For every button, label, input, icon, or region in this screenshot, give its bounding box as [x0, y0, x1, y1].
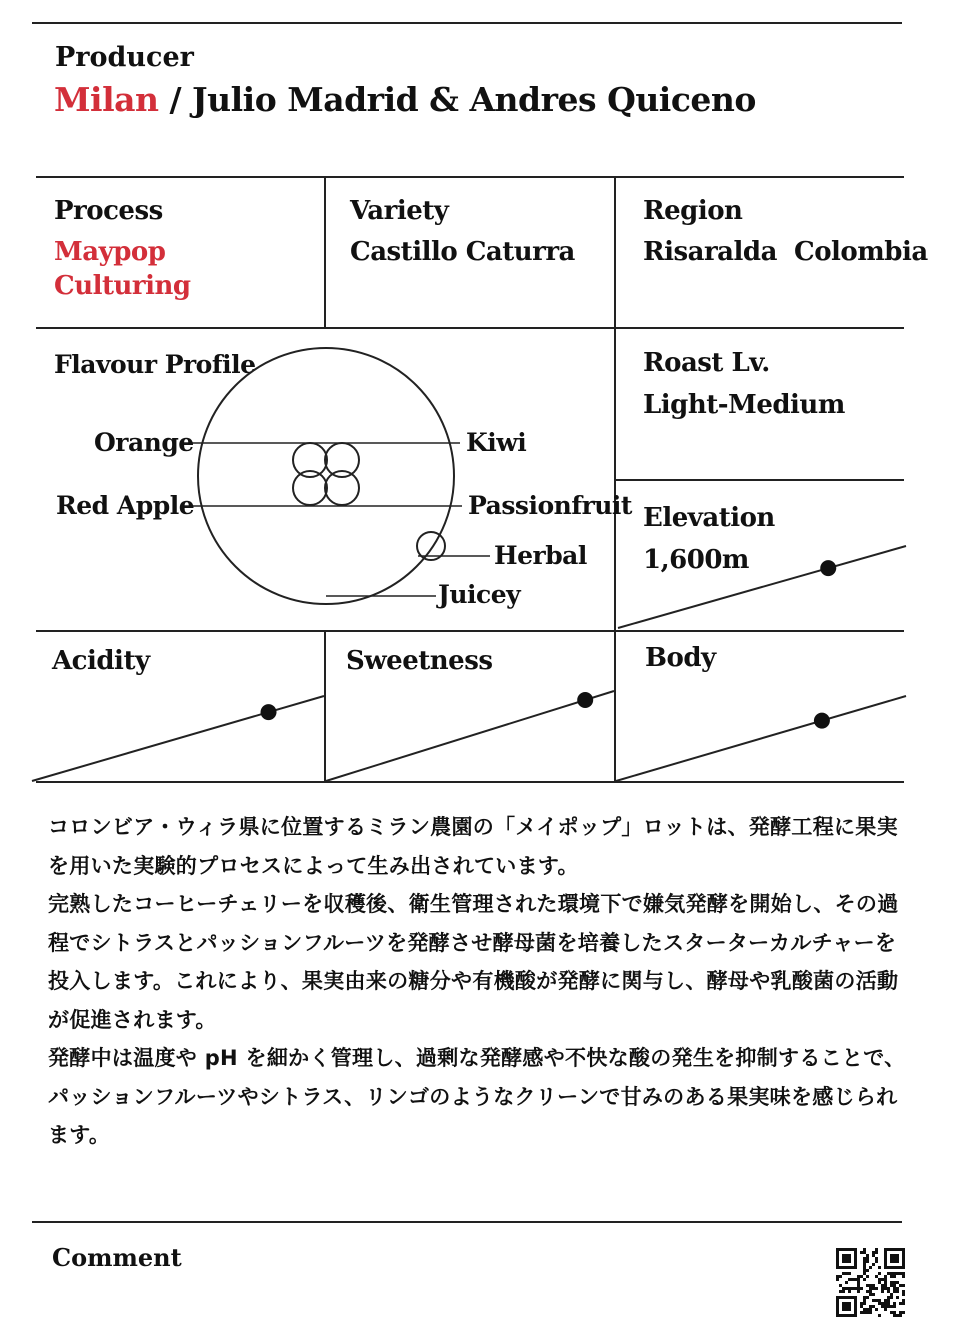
description-paragraph-2: 完熟したコーヒーチェリーを収穫後、衛生管理された環境下で嫌気発酵を開始し、その過程でシトラスとパッションフルーツを発酵させ酵母菌を培養したスターターカルチャーを投入します。これにより、果実由来の糖分や有機酸が発酵に関与し、酵母や乳酸菌の活動が促進されます。: [48, 892, 899, 1032]
roast-value: Light-Medium: [643, 390, 845, 420]
flavour-note-orange: Orange: [94, 428, 194, 457]
acidity-slider-dot: [261, 704, 277, 720]
flavour-note-kiwi: Kiwi: [466, 428, 527, 457]
flavour-note-herbal: Herbal: [494, 541, 587, 570]
flavour-note-juicey: Juicey: [438, 580, 521, 609]
producer-label: Producer: [55, 42, 194, 73]
process-value-line2: Culturing: [54, 271, 191, 301]
roast-label: Roast Lv.: [643, 348, 770, 378]
elevation-slider-dot: [820, 560, 836, 576]
description-paragraph-3: 発酵中は温度や pH を細かく管理し、過剰な発酵感や不快な酸の発生を抑制することで、パッションフルーツやシトラス、リンゴのようなクリーンで甘みのある果実味を感じられます。: [48, 1046, 906, 1147]
process-label: Process: [54, 196, 163, 226]
description-paragraph-1: コロンビア・ウィラ県に位置するミラン農園の「メイポップ」ロットは、発酵工程に果実を用いた実験的プロセスによって生み出されています。: [48, 815, 898, 878]
flavour-note-passionfruit: Passionfruit: [468, 491, 632, 520]
flavour-profile-label: Flavour Profile: [54, 350, 256, 379]
variety-value: Castillo Caturra: [350, 237, 575, 267]
elevation-value: 1,600m: [643, 545, 749, 575]
body-slider-track: [616, 696, 906, 781]
comment-label: Comment: [52, 1243, 182, 1272]
acidity-slider-track: [32, 696, 324, 781]
process-value-line1: Maypop: [54, 237, 166, 267]
qr-code-icon[interactable]: [836, 1248, 905, 1317]
description: [48, 808, 908, 1155]
flavour-note-red-apple: Red Apple: [56, 491, 195, 520]
sweetness-label: Sweetness: [346, 646, 493, 676]
flavour-wheel-circle: [198, 348, 454, 604]
sweetness-slider-track: [326, 691, 614, 781]
elevation-label: Elevation: [643, 503, 775, 533]
sweetness-slider-dot: [577, 692, 593, 708]
region-label: Region: [643, 196, 743, 226]
body-slider-dot: [814, 713, 830, 729]
body-label: Body: [645, 643, 716, 673]
producer-separator: /: [158, 80, 193, 119]
bottom-rule: [32, 1221, 902, 1223]
acidity-label: Acidity: [52, 646, 150, 676]
region-value: Risaralda Colombia: [643, 237, 928, 267]
variety-label: Variety: [350, 196, 449, 226]
producer-farm: Milan: [54, 80, 159, 119]
producer-names: Julio Madrid & Andres Quiceno: [192, 80, 756, 119]
